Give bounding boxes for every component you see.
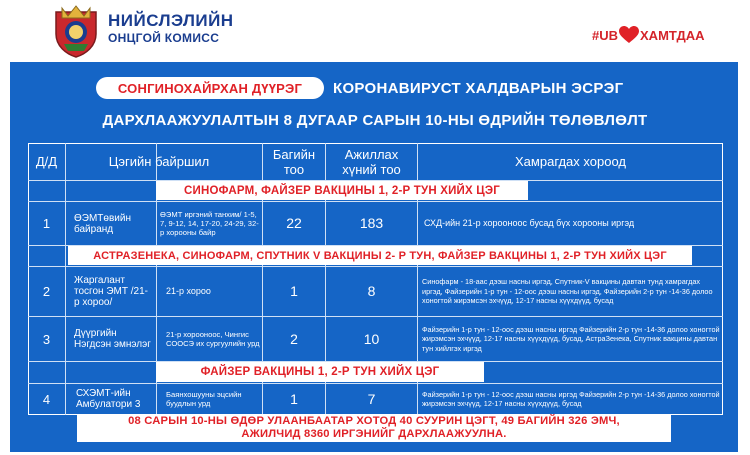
row-no: 3 — [42, 331, 51, 347]
row-no: 4 — [42, 391, 51, 407]
hashtag — [592, 26, 705, 44]
row-site-desc: 21-р хороо — [166, 286, 211, 296]
section-band: ФАЙЗЕР ВАКЦИНЫ 1, 2-Р ТУН ХИЙХ ЦЭГ — [156, 362, 484, 382]
header-location: Цэгийн байршил — [108, 154, 210, 169]
footer-line2: АЖИЛЧИД 8360 ИРГЭНИЙГ ДАРХЛААЖУУЛНА. — [241, 428, 507, 440]
header-no: Д/Д — [35, 154, 58, 169]
org-line2: ОНЦГОЙ КОМИСС — [108, 31, 220, 45]
organization-name — [108, 12, 234, 44]
row-site-desc: Баянхошууны эцсийн буудлын урд — [166, 389, 242, 408]
row-coverage: СХД-ийн 21-р хорооноос бусад бүх хорооны иргэд — [424, 218, 635, 228]
hashtag-prefix: #UB — [592, 27, 619, 43]
section-band: СИНОФАРМ, ФАЙЗЕР ВАКЦИНЫ 1, 2-Р ТУН ХИЙХ ЦЭГ — [156, 181, 528, 200]
section-band: АСТРАЗЕНЕКА, СИНОФАРМ, СПУТНИК V ВАКЦИНЫ 2- Р ТУН, ФАЙЗЕР ВАКЦИНЫ 1, 2-Р ТУН ХИЙХ ЦЭГ — [68, 246, 692, 265]
row-no: 2 — [42, 284, 51, 299]
row-teams: 22 — [286, 215, 302, 231]
header-teams — [263, 143, 325, 180]
district-badge: СОНГИНОХАЙРХАН ДҮҮРЭГ — [96, 77, 324, 99]
title-line2: ДАРХЛААЖУУЛАЛТЫН 8 ДУГААР САРЫН 10-НЫ ӨДРИЙН ТӨЛӨВЛӨЛТ — [102, 112, 648, 129]
row-teams: 1 — [290, 390, 298, 407]
header-teams-l2: тоо — [283, 161, 305, 177]
row-teams: 2 — [290, 330, 298, 347]
row-location: СХЭМТ-ийн Амбулатори 3 — [76, 388, 141, 410]
title-line1: КОРОНАВИРУСТ ХАЛДВАРЫН ЭСРЭГ — [333, 80, 624, 97]
hashtag-suffix: ХАМТДАА — [640, 27, 705, 43]
row-coverage: Файзерийн 1-р тун - 12-оос дээш насны иргэд Файзерийн 2-р тун -14-36 долоо хоногтой жирэмсэн эхчүүд, 12-17 насны хүүхдүүд, бусад, АстраЗенека, Спутник вакцины давтан тун хийлгэх иргэд — [422, 324, 720, 353]
row-location: Жаргалант тосгон ЭМТ /21-р хороо/ — [74, 275, 148, 308]
grid-line — [65, 143, 66, 415]
header-staff-l1: Ажиллах — [344, 146, 399, 162]
row-staff: 8 — [367, 283, 376, 299]
row-site-desc: ӨЭМТ иргэний танхим/ 1-5, 7, 9-12, 14, 17-20, 24-29, 32-р хорооны байр — [160, 209, 259, 238]
row-site-desc: 21-р хорооноос, Чингис СООСЭ их сургуулийн урд — [166, 329, 260, 348]
row-staff: 7 — [367, 390, 376, 407]
header-bar — [0, 0, 750, 58]
row-coverage: Файзерийн 1-р тун - 12-оос дээш насны иргэд Файзерийн 2-р тун -14-36 долоо хоногтой жирэмсэн эхчүүд, 12-17 насны хүүхдүүд, бусад — [422, 389, 720, 408]
row-location: ӨЭМТөвийн байранд — [74, 212, 131, 235]
row-staff: 10 — [363, 330, 380, 347]
heart-icon — [619, 26, 639, 44]
row-no: 1 — [42, 216, 51, 231]
header-coverage: Хамрагдах хороод — [515, 154, 626, 169]
header-staff — [326, 143, 417, 180]
ulaanbaatar-emblem-icon — [50, 4, 102, 58]
row-staff: 183 — [359, 215, 384, 231]
org-line1: НИЙСЛЭЛИЙН — [108, 11, 234, 30]
header-teams-l1: Багийн — [272, 146, 316, 162]
row-location: Дүүргийн Нэгдсэн эмнэлэг — [74, 328, 151, 350]
footer-line1: 08 САРЫН 10-НЫ ӨДӨР УЛААНБААТАР ХОТОД 40 СУУРИН ЦЭГТ, 49 БАГИЙН 326 ЭМЧ, — [128, 415, 620, 427]
header-staff-l2: хүний тоо — [342, 161, 401, 177]
summary-footer — [77, 414, 671, 442]
row-teams: 1 — [290, 283, 298, 299]
row-coverage: Синофарм - 18-аас дээш насны иргэд, Спутник-V вакцины давтан тунд хамрагдах иргэд, Файзерийн 1-р тун - 12-оос дээш насны иргэд, Файзерийн 2-р тун -14-36 долоо хоногтой жирэмсэн эхчүүд, 12-17 насны хүүхдүүд, бусад — [422, 277, 713, 306]
